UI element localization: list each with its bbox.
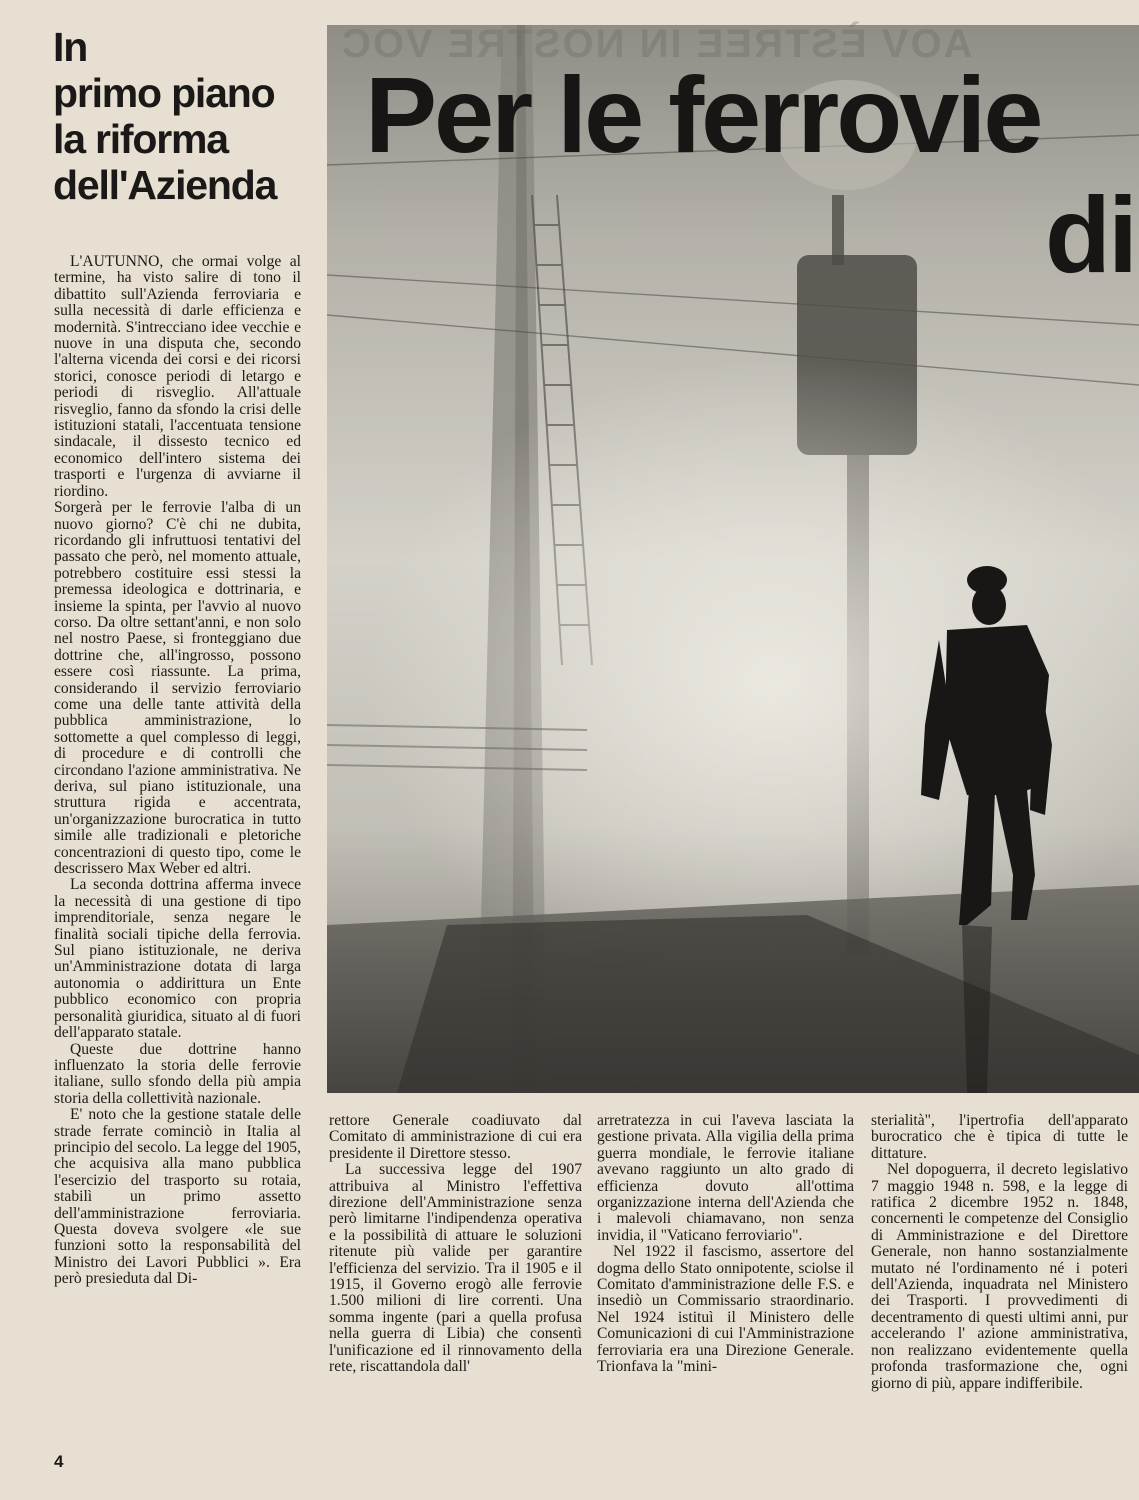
paragraph: Nel dopoguerra, il decreto legislativo 7 maggio 1948 n. 598, e la legge di ratifica 2 dicembre 1952 n. 1848, concernenti le competenze del Consiglio di Amministrazione e del Direttore Generale, non hanno sostanzialmente mutato né l'ordinamento né i poteri dell'Azienda, inquadrata nel Ministero dei Trasporti. I provvedimenti di decentramento di questi ultimi anni, pur accelerando l' azione amministrativa, non realizzano evidentemente quella profonda trasformazione che, ogni giorno di più, appare indifferibile.	[871, 1161, 1128, 1392]
photo-illustration	[327, 22, 1139, 1093]
headline-line-1: Per le ferrovie	[365, 54, 1041, 175]
text-column-4	[871, 1113, 1128, 1392]
page-number: 4	[54, 1452, 64, 1471]
paragraph: sterialità", l'ipertrofia dell'apparato burocratico che è tipica di tutte le dittature.	[871, 1112, 1128, 1162]
text-column-3	[597, 1113, 854, 1376]
foggy-railway-worker-photo	[327, 22, 1139, 1093]
text-column-2	[329, 1113, 582, 1376]
paragraph: La successiva legge del 1907 attribuiva al Ministro l'effettiva direzione dell'Amministrazione senza però limitarne l'indipendenza operativa e la possibilità di attuare le soluzioni ritenute più valide per garantire l'efficienza del servizio. Tra il 1905 e il 1915, il Governo erogò alle ferrovie 1.500 milioni di lire correnti. Una somma ingente (pari a quella profusa nella guerra di Libia) che consentì l'unificazione ed il rinnovamento della rete, riscattandola dall'	[329, 1161, 582, 1376]
paragraph: Sorgerà per le ferrovie l'alba di un nuovo giorno? C'è chi ne dubita, ricordando gli infruttuosi tentativi del passato che però, nel momento attuale, potrebbero costituire essi stessi la premessa ideologica e dottrinaria, e insieme la spinta, per l'avvio al nuovo corso. Da oltre settant'anni, e non solo nel nostro Paese, si fronteggiano due dottrine che, all'ingrosso, possono essere così riassunte. La prima, considerando il servizio ferroviario come una delle tante attività della pubblica amministrazione, lo sottomette a quel complesso di leggi, di procedure e di controlli che circondano l'azione amministrativa. Ne deriva, sul piano istituzionale, una struttura rigida e accentrata, un'organizzazione burocratica in tutto simile alle tradizionali e pletoriche concentrazioni di questo tipo, come le descrissero Max Weber ed altri.	[54, 499, 301, 878]
paragraph: Nel 1922 il fascismo, assertore del dogma dello Stato onnipotente, sciolse il Comitato d'amministrazione delle F.S. e insediò un Commissario straordinario. Nel 1924 istituì il Ministero delle Comunicazioni di cui l'Amministrazione ferroviaria era una Direzione Generale. Trionfava la "mini-	[597, 1243, 854, 1376]
paragraph: Queste due dottrine hanno influenzato la storia delle ferrovie italiane, sullo sfondo della più ampia storia della collettività nazionale.	[54, 1040, 301, 1107]
headline-line-2: di	[1045, 174, 1135, 295]
paragraph: rettore Generale coadiuvato dal Comitato di amministrazione di cui era presidente il Direttore stesso.	[329, 1112, 582, 1162]
text-column-1	[54, 254, 301, 1288]
paragraph: arretratezza in cui l'aveva lasciata la gestione privata. Alla vigilia della prima guerra mondiale, le ferrovie italiane avevano raggiunto un alto grado di efficienza dovuto all'ottima organizzazione interna dell'Azienda che i malevoli chiamavano, non senza invidia, il "Vaticano ferroviario".	[597, 1112, 854, 1244]
paragraph: L'AUTUNNO, che ormai volge al termine, ha visto salire di tono il dibattito sull'Azienda ferroviaria e sulla necessità di darle efficienza e modernità. S'intrecciano idee vecchie e nuove in una disputa che, secondo l'alterna vicenda dei corsi e dei ricorsi storici, conosce periodi di letargo e periodi di risveglio. All'attuale risveglio, fanno da sfondo la crisi delle istituzioni statali, l'accentuata tensione sindacale, il dissesto tecnico ed economico dell'intero sistema dei trasporti e l'urgenza di avviarne il riordino.	[54, 253, 301, 500]
kicker-line-2: primo piano	[53, 70, 275, 116]
paragraph: E' noto che la gestione statale delle strade ferrate cominciò in Italia al principio del secolo. La legge del 1905, che acquisiva alla mano pubblica l'esercizio del trasporto su rotaia, stabilì un primo assetto dell'amministrazione ferroviaria. Questa doveva svolgere «le sue funzioni sotto la responsabilità del Ministro dei Lavori Pubblici ». Era però presieduta dal Di-	[54, 1106, 301, 1288]
kicker-line-1: In	[53, 24, 88, 70]
paragraph: La seconda dottrina afferma invece la necessità di una gestione di tipo imprenditoriale, senza negare le finalità sociali tipiche della ferrovia. Sul piano istituzionale, ne deriva un'Amministrazione dotata di larga autonomia o addirittura un Ente pubblico economico con propria personalità giuridica, situato al di fuori dell'apparato statale.	[54, 876, 301, 1042]
kicker-line-3: la riforma	[53, 116, 228, 162]
showthrough-text: AOV ÈSTREE IN NOSTRE VOC	[340, 22, 973, 66]
kicker-line-4: dell'Azienda	[53, 162, 277, 208]
kicker-headline	[53, 24, 313, 208]
